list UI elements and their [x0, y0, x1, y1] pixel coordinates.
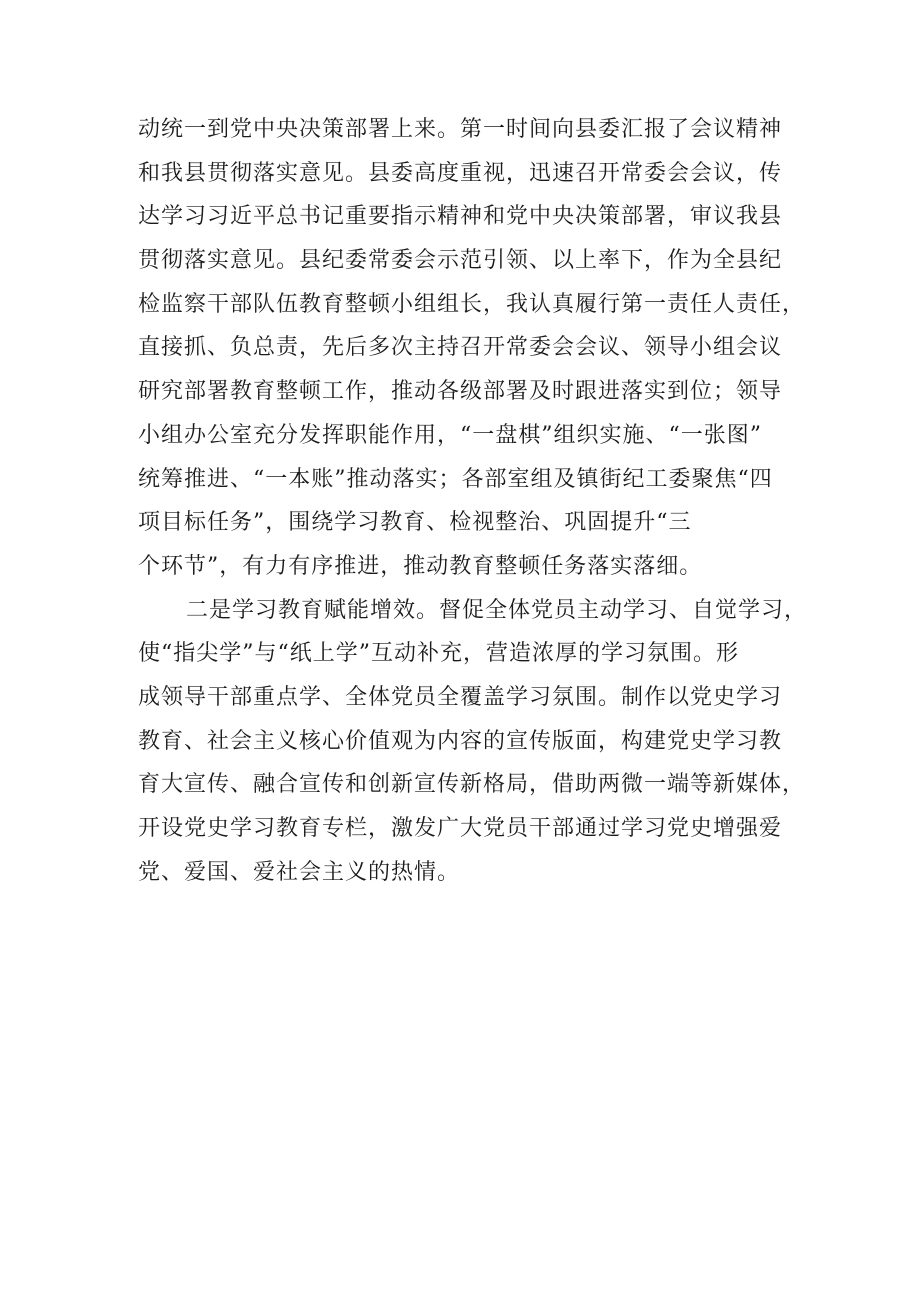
paragraph-line: 小组办公室充分发挥职能作用，“一盘棋”组织实施、“一张图”: [138, 422, 762, 448]
paragraph-line: 项目标任务”，围绕学习教育、检视整治、巩固提升“三: [138, 510, 692, 536]
paragraph-line: 检监察干部队伍教育整顿小组组长，我认真履行第一责任人责任，: [138, 291, 806, 317]
paragraph-line: 使“指尖学”与“纸上学”互动补充，营造浓厚的学习氛围。形: [138, 641, 739, 667]
paragraph-line: 二是学习教育赋能增效。督促全体党员主动学习、自觉学习，: [186, 597, 808, 623]
paragraph-line: 动统一到党中央决策部署上来。第一时间向县委汇报了会议精神: [138, 117, 783, 142]
paragraph-line: 教育、社会主义核心价值观为内容的宣传版面，构建党史学习教: [138, 728, 783, 754]
paragraph-line: 达学习习近平总书记重要指示精神和党中央决策部署，审议我县: [138, 204, 783, 230]
paragraph-line: 个环节”，有力有序推进，推动教育整顿任务落实落细。: [138, 553, 703, 579]
paragraph-2: [138, 589, 808, 895]
paragraph-line: 开设党史学习教育专栏，激发广大党员干部通过学习党史增强爱: [138, 816, 783, 841]
paragraph-line: 统筹推进、“一本账”推动落实；各部室组及镇街纪工委聚焦“四: [138, 466, 773, 492]
paragraph-line: 党、爱国、爱社会主义的热情。: [138, 859, 461, 885]
paragraph-line: 成领导干部重点学、全体党员全覆盖学习氛围。制作以党史学习: [138, 684, 783, 710]
paragraph-line: 贯彻落实意见。县纪委常委会示范引领、以上率下，作为全县纪: [138, 248, 783, 274]
paragraph-1: [138, 108, 806, 589]
paragraph-line: 育大宣传、融合宣传和创新宣传新格局，借助两微一端等新媒体，: [138, 772, 806, 798]
document-body: [138, 108, 808, 894]
paragraph-line: 研究部署教育整顿工作，推动各级部署及时跟进落实到位；领导: [138, 379, 783, 405]
paragraph-line: 和我县贯彻落实意见。县委高度重视，迅速召开常委会会议，传: [138, 160, 783, 186]
paragraph-line: 直接抓、负总责，先后多次主持召开常委会会议、领导小组会议: [138, 335, 783, 361]
